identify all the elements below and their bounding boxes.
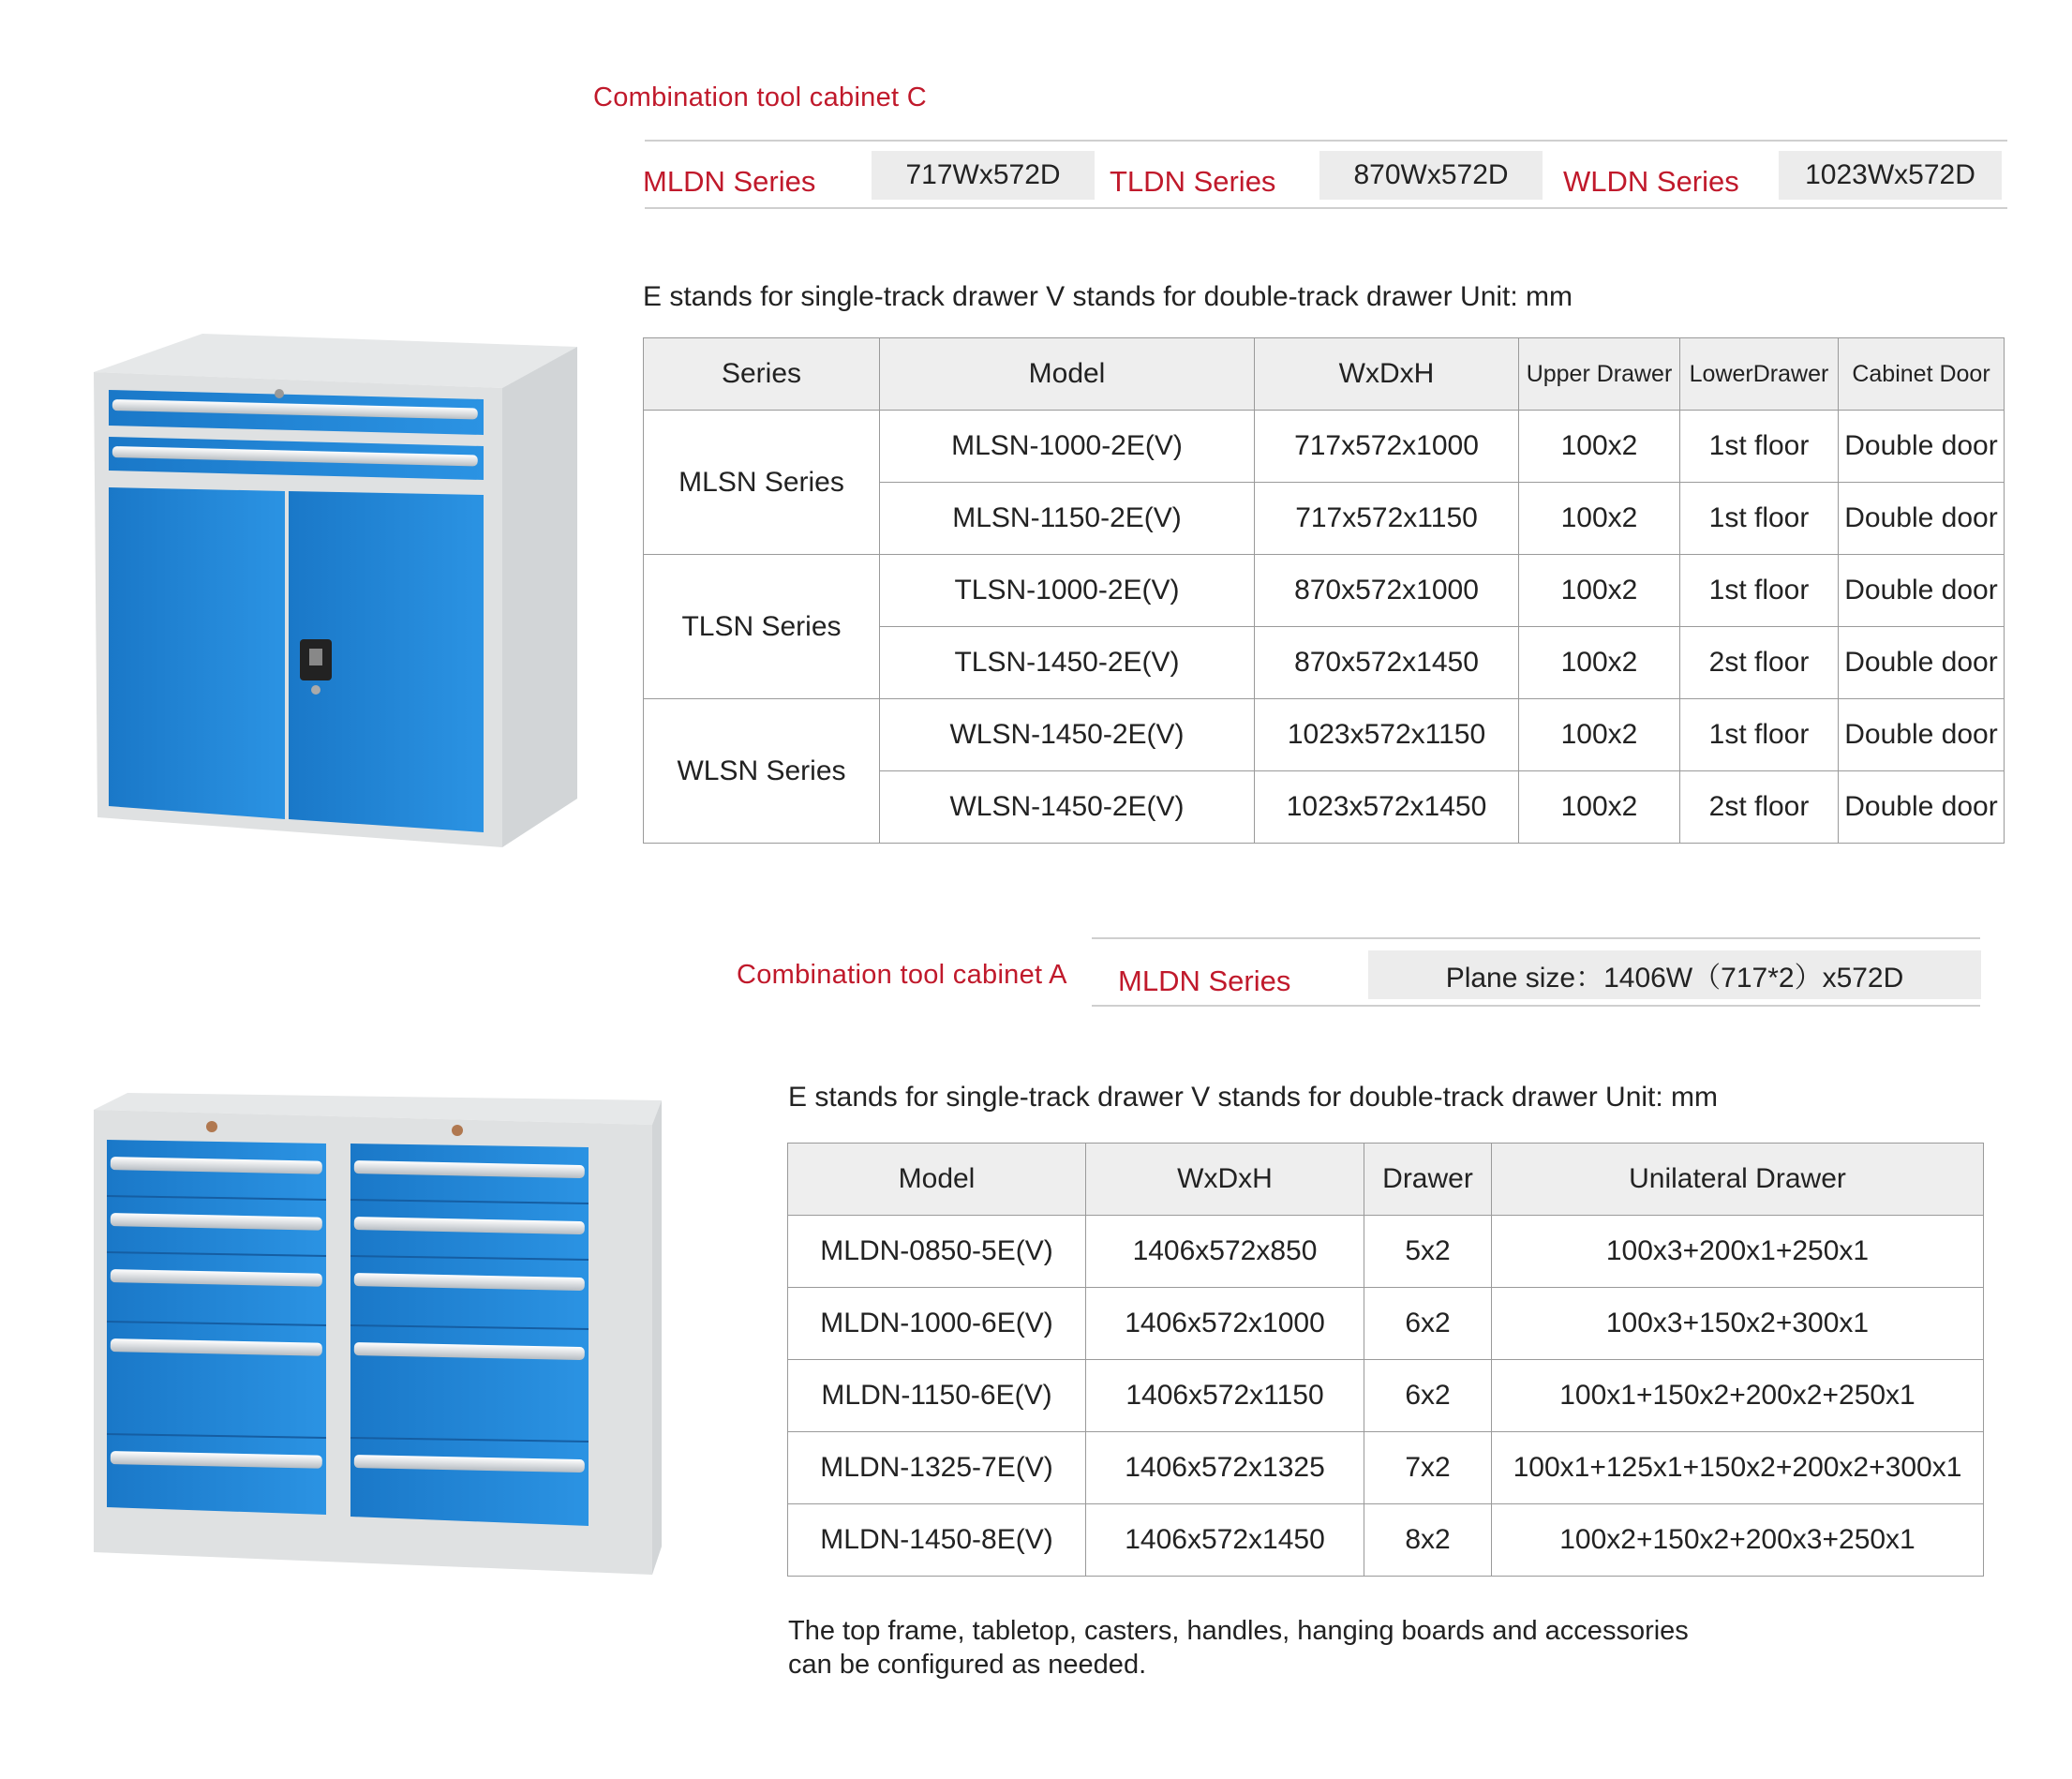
cabinet-a-image [90,1087,671,1575]
unilateral-cell: 100x1+150x2+200x2+250x1 [1492,1360,1984,1432]
lower-drawer-cell: 2st floor [1680,627,1839,699]
series-size-mldn: 717Wx572D [872,151,1095,200]
size-cell: 1406x572x850 [1086,1216,1364,1288]
size-cell: 870x572x1450 [1255,627,1519,699]
lower-drawer-cell: 2st floor [1680,771,1839,844]
door-cell: Double door [1839,627,2005,699]
lower-drawer-cell: 1st floor [1680,483,1839,555]
drawer-cell: 6x2 [1364,1288,1492,1360]
unilateral-cell: 100x2+150x2+200x3+250x1 [1492,1504,1984,1577]
model-cell: WLSN-1450-2E(V) [880,699,1255,771]
drawer-cell: 7x2 [1364,1432,1492,1504]
door-cell: Double door [1839,699,2005,771]
table-row [788,1216,1984,1288]
header-cabinet-door: Cabinet Door [1839,338,2005,411]
header-series: Series [644,338,880,411]
header-wxdxh: WxDxH [1086,1144,1364,1216]
section-a-top-divider [1092,937,1980,939]
configuration-note [788,1614,1689,1682]
header-upper-drawer: Upper Drawer [1519,338,1680,411]
model-cell: MLDN-1150-6E(V) [788,1360,1086,1432]
model-cell: MLDN-1450-8E(V) [788,1504,1086,1577]
header-wxdxh: WxDxH [1255,338,1519,411]
section-a-note: E stands for single-track drawer V stands for double-track drawer Unit: mm [788,1082,1719,1113]
series-size-wldn: 1023Wx572D [1779,151,2002,200]
drawer-cell: 6x2 [1364,1360,1492,1432]
size-cell: 1406x572x1150 [1086,1360,1364,1432]
series-cell: TLSN Series [644,555,880,699]
series-size-tldn: 870Wx572D [1319,151,1543,200]
size-cell: 1406x572x1000 [1086,1288,1364,1360]
section-a-spec-table [787,1143,1984,1577]
upper-drawer-cell: 100x2 [1519,699,1680,771]
size-cell: 1023x572x1150 [1255,699,1519,771]
series-cell: MLSN Series [644,411,880,555]
series-label-mldn: MLDN Series [643,165,816,198]
upper-drawer-cell: 100x2 [1519,483,1680,555]
drawer-cell: 8x2 [1364,1504,1492,1577]
section-a-title: Combination tool cabinet A [737,960,1067,990]
model-cell: TLSN-1000-2E(V) [880,555,1255,627]
header-model: Model [788,1144,1086,1216]
size-cell: 870x572x1000 [1255,555,1519,627]
section-c-title: Combination tool cabinet C [593,82,927,112]
series-label-mldn-a: MLDN Series [1118,964,1291,997]
size-cell: 1023x572x1450 [1255,771,1519,844]
configuration-note-line-2: can be configured as needed. [788,1650,1147,1680]
cabinet-c-image [90,330,587,855]
series-cell: WLSN Series [644,699,880,844]
table-row [644,699,2005,771]
table-header-row [788,1144,1984,1216]
size-cell: 717x572x1000 [1255,411,1519,483]
model-cell: MLDN-1000-6E(V) [788,1288,1086,1360]
model-cell: MLSN-1000-2E(V) [880,411,1255,483]
lower-drawer-cell: 1st floor [1680,699,1839,771]
unilateral-cell: 100x3+150x2+300x1 [1492,1288,1984,1360]
plane-size-box: Plane size：1406W（717*2）x572D [1368,950,1981,999]
model-cell: MLDN-0850-5E(V) [788,1216,1086,1288]
table-row [788,1360,1984,1432]
series-bar-top-divider [645,140,2007,142]
section-a-bottom-divider [1092,1005,1980,1007]
unilateral-cell: 100x3+200x1+250x1 [1492,1216,1984,1288]
unilateral-cell: 100x1+125x1+150x2+200x2+300x1 [1492,1432,1984,1504]
size-cell: 1406x572x1325 [1086,1432,1364,1504]
lower-drawer-cell: 1st floor [1680,555,1839,627]
series-label-tldn: TLDN Series [1110,165,1276,198]
upper-drawer-cell: 100x2 [1519,411,1680,483]
model-cell: WLSN-1450-2E(V) [880,771,1255,844]
table-row [788,1288,1984,1360]
door-cell: Double door [1839,411,2005,483]
header-lower-drawer: LowerDrawer [1680,338,1839,411]
lower-drawer-cell: 1st floor [1680,411,1839,483]
door-cell: Double door [1839,555,2005,627]
model-cell: MLSN-1150-2E(V) [880,483,1255,555]
drawer-cell: 5x2 [1364,1216,1492,1288]
header-unilateral-drawer: Unilateral Drawer [1492,1144,1984,1216]
upper-drawer-cell: 100x2 [1519,555,1680,627]
upper-drawer-cell: 100x2 [1519,627,1680,699]
section-c-note: E stands for single-track drawer V stands for double-track drawer Unit: mm [643,281,1573,312]
table-row [644,555,2005,627]
upper-drawer-cell: 100x2 [1519,771,1680,844]
size-cell: 717x572x1150 [1255,483,1519,555]
configuration-note-line-1: The top frame, tabletop, casters, handles, hanging boards and accessories [788,1616,1689,1646]
series-bar-bottom-divider [645,207,2007,209]
model-cell: TLSN-1450-2E(V) [880,627,1255,699]
door-cell: Double door [1839,771,2005,844]
series-label-wldn: WLDN Series [1563,165,1739,198]
model-cell: MLDN-1325-7E(V) [788,1432,1086,1504]
header-model: Model [880,338,1255,411]
size-cell: 1406x572x1450 [1086,1504,1364,1577]
table-header-row [644,338,2005,411]
table-row [788,1504,1984,1577]
section-c-spec-table [643,337,2005,844]
header-drawer: Drawer [1364,1144,1492,1216]
table-row [644,411,2005,483]
door-cell: Double door [1839,483,2005,555]
table-row [788,1432,1984,1504]
